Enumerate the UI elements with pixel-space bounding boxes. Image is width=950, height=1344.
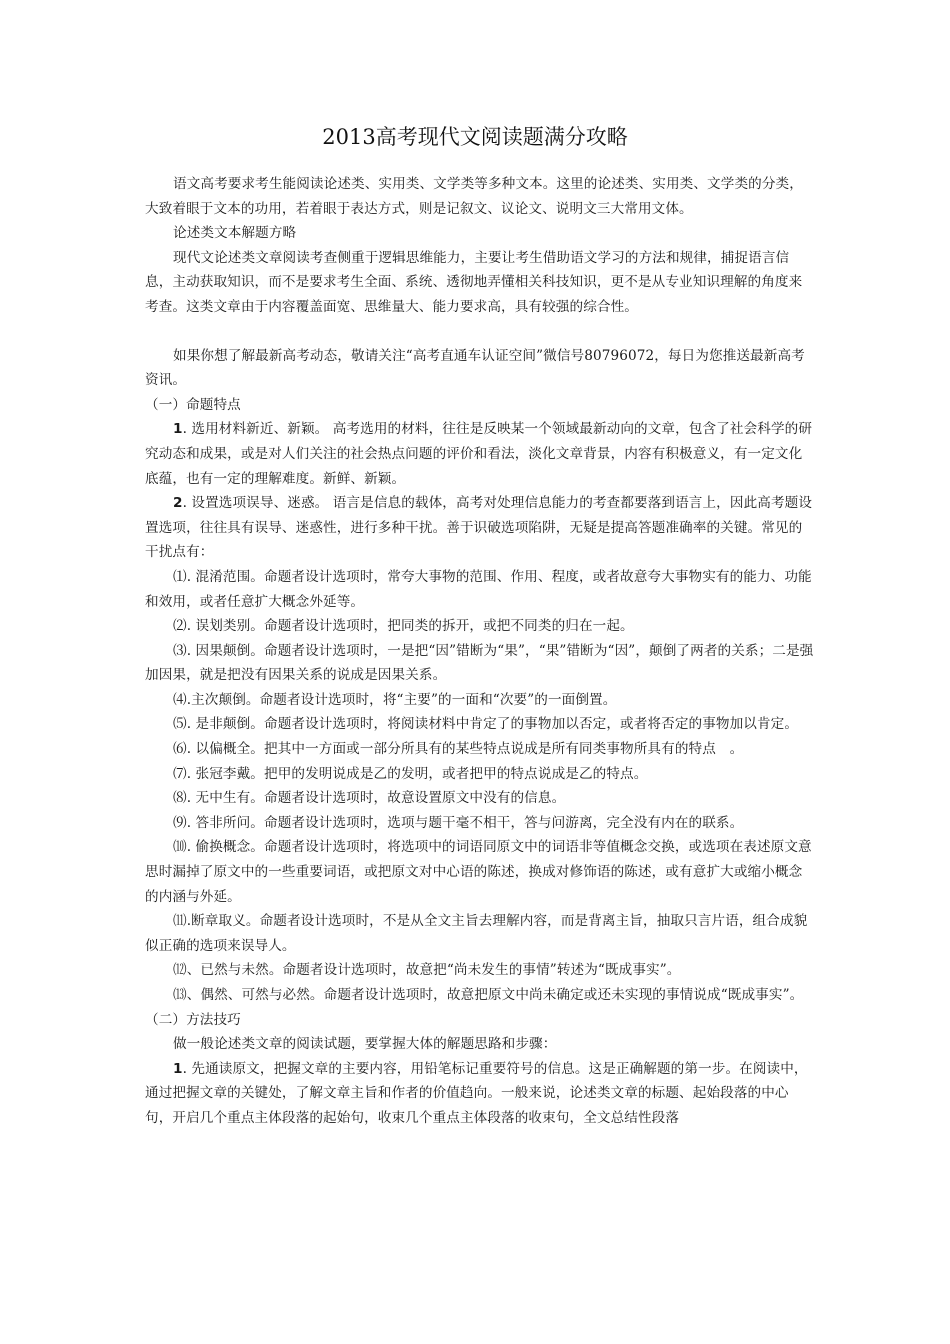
page-title: 2013高考现代文阅读题满分攻略 bbox=[322, 125, 628, 149]
trap-item: ⑹. 以偏概全。把其中一方面或一部分所具有的某些特点说成是所有同类事物所具有的特点 。 bbox=[173, 741, 744, 758]
trap-item: ⑾.断章取义。命题者设计选项时，不是从全文主旨去理解内容，而是背离主旨，抽取只言片语，组合成貌似正确的选项来误导人。 bbox=[145, 913, 808, 954]
step-1-paragraph bbox=[145, 1057, 815, 1131]
part2-heading: （二）方法技巧 bbox=[145, 1011, 241, 1028]
trap-item: ⑽. 偷换概念。命题者设计选项时，将选项中的词语同原文中的词语非等值概念交换，或选项在表述原文意思时漏掉了原文中的一些重要词语，或把原文对中心语的陈述，换成对修饰语的陈述，或有意扩大或缩小概念的内涵与外延。 bbox=[145, 839, 812, 905]
trap-item: ⑸. 是非颠倒。命题者设计选项时，将阅读材料中肯定了的事物加以否定，或者将否定的事物加以肯定。 bbox=[173, 716, 799, 733]
trap-item: ⑺. 张冠李戴。把甲的发明说成是乙的发明，或者把甲的特点说成是乙的特点。 bbox=[173, 765, 648, 782]
point-2-paragraph bbox=[145, 491, 815, 565]
section-intro-paragraph: 现代文论述类文章阅读考查侧重于逻辑思维能力，主要让考生借助语文学习的方法和规律，捕捉语言信息，主动获取知识，而不是要求考生全面、系统、透彻地弄懂相关科技知识，更不是从专业知识理解的角度来考查。这类文章由于内容覆盖面宽、思维量大、能力要求高，具有较强的综合性。 bbox=[145, 249, 803, 315]
blank-line bbox=[145, 320, 815, 344]
trap-item: ⑶. 因果颠倒。命题者设计选项时，一是把“因”错断为“果”，“果”错断为“因”，颠倒了两者的关系；二是强加因果，就是把没有因果关系的说成是因果关系。 bbox=[145, 642, 814, 684]
trap-item: ⑵. 误划类别。命题者设计选项时，把同类的拆开，或把不同类的归在一起。 bbox=[173, 618, 634, 635]
intro-paragraph: 语文高考要求考生能阅读论述类、实用类、文学类等多种文本。这里的论述类、实用类、文学类的分类，大致着眼于文本的功用，若着眼于表达方式，则是记叙文、议论文、说明文三大常用文体。 bbox=[145, 176, 803, 217]
part2-intro-paragraph: 做一般论述类文章的阅读试题，要掌握大体的解题思路和步骤： bbox=[173, 1036, 557, 1053]
step-1-text: . 先通读原文，把握文章的主要内容，用铅笔标记重要符号的信息。这是正确解题的第一步。在阅读中，通过把握文章的关键处，了解文章主旨和作者的价值趋向。一般来说，论述类文章的标题、起始段落的中心句，开启几个重点主体段落的起始句，收束几个重点主体段落的收束句，全文总结性段落 bbox=[145, 1060, 808, 1126]
point-2-text: . 设置选项误导、迷惑。 语言是信息的载体，高考对处理信息能力的考查都要落到语言上，因此高考题设置选项，往往具有误导、迷惑性，进行多种干扰。善于识破选项陷阱，无疑是提高答题准确率的关键。常见的干扰点有： bbox=[145, 495, 813, 561]
trap-item: ⑼. 答非所问。命题者设计选项时，选项与题干毫不相干，答与问游离，完全没有内在的联系。 bbox=[173, 814, 744, 831]
point-2-number: 2 bbox=[173, 495, 183, 512]
trap-item: ⑷.主次颠倒。命题者设计选项时，将“主要”的一面和“次要”的一面倒置。 bbox=[173, 691, 617, 708]
document-body bbox=[145, 172, 815, 1131]
trap-item: ⑿、已然与未然。命题者设计选项时，故意把“尚未发生的事情”转述为“既成事实”。 bbox=[173, 962, 681, 979]
trap-item: ⑻. 无中生有。命题者设计选项时，故意设置原文中没有的信息。 bbox=[173, 790, 566, 807]
point-1-paragraph bbox=[145, 417, 815, 491]
step-1-number: 1 bbox=[173, 1060, 183, 1077]
section-heading: 论述类文本解题方略 bbox=[173, 225, 297, 242]
trap-item: ⑴. 混淆范围。命题者设计选项时，常夸大事物的范围、作用、程度，或者故意夸大事物实有的能力、功能和效用，或者任意扩大概念外延等。 bbox=[145, 568, 812, 610]
point-1-number: 1 bbox=[173, 421, 183, 438]
part1-heading: （一）命题特点 bbox=[145, 396, 241, 413]
point-1-text: . 选用材料新近、新颖。 高考选用的材料，往往是反映某一个领域最新动向的文章，包含了社会科学的研究动态和成果，或是对人们关注的社会热点问题的评价和看法，淡化文章背景，内容有积极意义，有一定文化底蕴，也有一定的理解难度。新鲜、新颖。 bbox=[145, 421, 813, 487]
notice-paragraph: 如果你想了解最新高考动态，敬请关注“高考直通车认证空间”微信号80796072，每日为您推送最新高考资讯。 bbox=[145, 347, 805, 389]
trap-item: ⒀、偶然、可然与必然。命题者设计选项时，故意把原文中尚未确定或还未实现的事情说成“既成事实”。 bbox=[173, 987, 804, 1003]
